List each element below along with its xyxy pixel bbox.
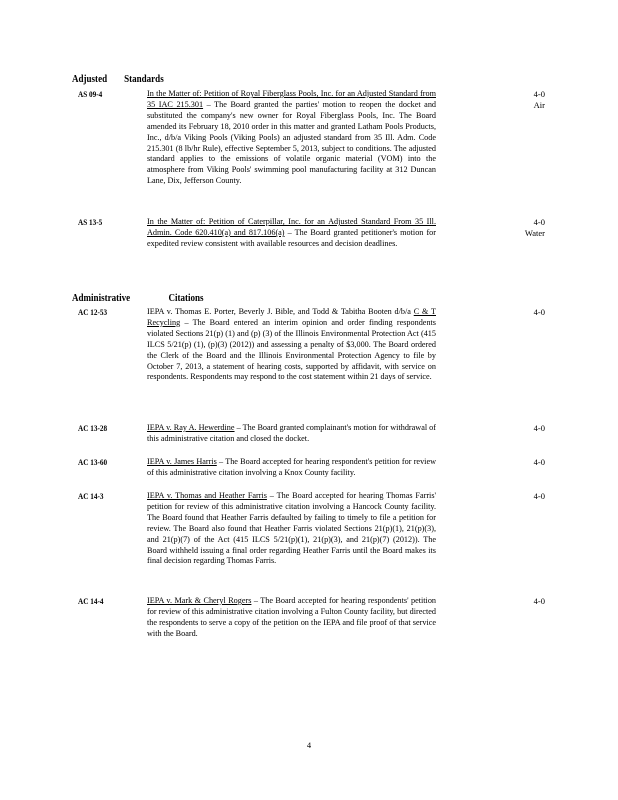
case-number: AC 14-4 xyxy=(78,596,104,606)
section-title-right: Standards xyxy=(124,73,164,85)
entry-text xyxy=(147,307,436,383)
case-number: AC 12-53 xyxy=(78,307,108,317)
entry-text xyxy=(147,89,436,187)
entry-text xyxy=(147,423,436,445)
vote-column xyxy=(505,307,545,318)
entry-body: – The Board accepted for hearing respondent's petition for review of this administrative citation involving a Knox County facility. xyxy=(147,457,436,477)
vote-column xyxy=(505,217,545,239)
case-number: AS 09-4 xyxy=(78,89,103,99)
section-title-right: Citations xyxy=(168,292,204,304)
case-caption-link[interactable]: C & T Recycling xyxy=(147,307,436,327)
case-caption-link[interactable]: IEPA v. Mark & Cheryl Rogers xyxy=(147,596,252,605)
case-caption-link[interactable]: IEPA v. Thomas and Heather Farris xyxy=(147,491,267,500)
entry-body: – The Board granted petitioner's motion for expedited review consistent with available resources and decision deadlines. xyxy=(147,227,436,248)
vote-count: 4-0 xyxy=(533,423,545,433)
case-number: AC 13-28 xyxy=(78,423,108,433)
case-number: AS 13-5 xyxy=(78,217,103,227)
case-number: AC 14-3 xyxy=(78,491,104,501)
vote-column xyxy=(505,423,545,434)
case-caption-link[interactable]: IEPA v. James Harris xyxy=(147,457,217,466)
vote-column xyxy=(505,596,545,607)
vote-count: 4-0 xyxy=(533,457,545,467)
section-title-left: Administrative xyxy=(72,292,131,304)
case-caption-link[interactable]: IEPA v. Ray A. Hewerdine xyxy=(147,423,235,432)
entry-text xyxy=(147,217,436,250)
entry-lead: IEPA v. Thomas E. Porter, Beverly J. Bible, and Todd & Tabitha Booten d/b/a xyxy=(147,307,414,316)
vote-column xyxy=(505,491,545,502)
case-caption-link[interactable]: In the Matter of: Petition of Royal Fiberglass Pools, Inc. for an Adjusted Standard from 35 IAC 215.301 xyxy=(147,89,436,109)
section-title-administrative-citations xyxy=(72,292,204,304)
entry-text xyxy=(147,596,436,640)
entry-body: – The Board entered an interim opinion and order finding respondents violated Sections 21(p) (1) and (p) (3) of the Illinois Environmental Protection Act (415 ILCS 5/21(p) (1), (p)(3) (2012)) and assessing a penalty of $3,000. The Board ordered the Clerk of the Board and the Illinois Environmental Protection Agency to file by October 7, 2013, a statement of hearing costs, supported by affidavit, with service on respondents. Respondents may respond to the cost statement within 21 days of service. xyxy=(147,317,436,382)
section-title-adjusted-standards xyxy=(72,73,164,85)
entry-text xyxy=(147,491,436,567)
entry-body: – The Board granted the parties' motion to reopen the docket and substituted the company's new owner for Royal Fiberglass Pools, Inc. The Board amended its February 18, 2010 order in this matter and granted Latham Pools Products, Inc., d/b/a Viking Pools (Viking Pools) an adjusted standard from 35 Ill. Adm. Code 215.301 (8 lb/hr Rule), effective September 5, 2013, subject to conditions. The adjusted standard applies to the emissions of volatile organic material (VOM) into the atmosphere from Viking Pools' swimming pool manufacturing facility at 312 Duncan Lane, Dix, Jefferson County. xyxy=(147,99,437,186)
entry-text xyxy=(147,457,436,479)
vote-count: 4-0 xyxy=(533,89,545,99)
vote-column xyxy=(505,89,545,111)
case-number: AC 13-60 xyxy=(78,457,108,467)
vote-count: 4-0 xyxy=(533,307,545,317)
vote-column xyxy=(505,457,545,468)
entry-body: – The Board accepted for hearing respondents' petition for review of this administrative citation involving a Fulton County facility, but directed the respondents to serve a copy of the petition on the IEPA and file proof of that service with the Board. xyxy=(147,596,437,638)
vote-count: 4-0 xyxy=(533,491,545,501)
vote-note: Air xyxy=(533,99,545,110)
vote-count: 4-0 xyxy=(533,217,545,227)
entry-body: – The Board accepted for hearing Thomas Farris' petition for review of this administrative citation involving a Hancock County facility. The Board found that Heather Farris defaulted by failing to timely to file a petition for review. The Board also found that Heather Farris violated Sections 21(p)(1), 21(p)(3), and 21(p)(7) of the Act (415 ILCS 5/21(p)(1), 21(p)(3), and 21(p)(7) (2012)). The Board withheld issuing a final order regarding Heather Farris until the Board makes its final decision regarding Thomas Farris. xyxy=(147,491,436,566)
entry-body: – The Board granted complainant's motion for withdrawal of this administrative citation and closed the docket. xyxy=(147,423,436,443)
case-caption-link[interactable]: In the Matter of: Petition of Caterpillar, Inc. for an Adjusted Standard From 35 Ill. Admin. Code 620.410(a) and 817.106(a) xyxy=(147,217,436,237)
vote-note: Water xyxy=(524,227,545,238)
vote-count: 4-0 xyxy=(533,596,545,606)
section-title-left: Adjusted xyxy=(72,73,108,85)
page-number: 4 xyxy=(306,740,312,750)
